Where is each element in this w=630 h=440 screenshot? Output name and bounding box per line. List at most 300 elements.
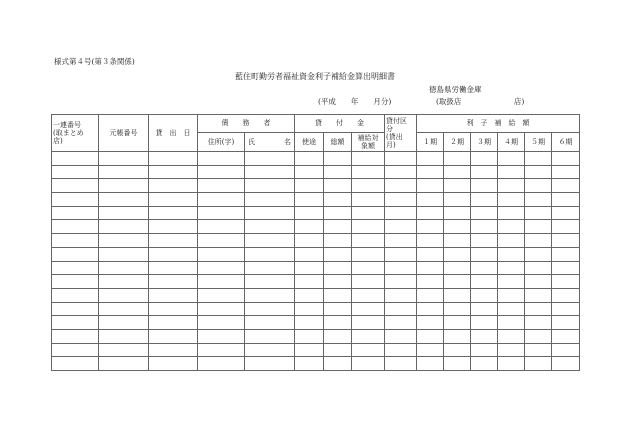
loan-amount-header — [295, 115, 385, 133]
table-cell — [149, 234, 198, 248]
table-row — [52, 316, 580, 330]
table-cell — [295, 302, 324, 316]
table-cell — [498, 206, 525, 220]
table-cell — [324, 220, 352, 234]
table-cell — [417, 329, 444, 343]
calculation-table — [51, 114, 580, 371]
table-cell — [99, 316, 149, 330]
table-cell — [324, 261, 352, 275]
interest-subsidy-label: 利 子 補 給 額 — [466, 119, 530, 128]
table-cell — [552, 234, 580, 248]
total-header — [324, 133, 352, 152]
table-cell — [324, 193, 352, 207]
name-label-left: 氏 — [248, 137, 255, 146]
table-cell — [52, 206, 99, 220]
table-cell — [352, 302, 385, 316]
table-cell — [99, 275, 149, 289]
period-1-label: １期 — [423, 137, 438, 146]
table-cell — [417, 234, 444, 248]
table-cell — [352, 193, 385, 207]
table-cell — [324, 179, 352, 193]
period-field: (平成 年 月分) — [318, 97, 392, 106]
table-cell — [498, 302, 525, 316]
table-cell — [417, 247, 444, 261]
table-row — [52, 165, 580, 179]
period-2-label: ２期 — [450, 137, 465, 146]
table-cell — [198, 247, 245, 261]
table-cell — [295, 220, 324, 234]
table-cell — [324, 343, 352, 357]
table-cell — [52, 234, 99, 248]
table-cell — [444, 261, 471, 275]
form-number: 様式第４号(第３条関係) — [54, 57, 135, 66]
table-cell — [471, 206, 498, 220]
loan-date-header — [149, 115, 198, 152]
period-5-header — [525, 133, 552, 152]
table-row — [52, 329, 580, 343]
table-cell — [385, 275, 417, 289]
table-cell — [552, 329, 580, 343]
table-cell — [52, 247, 99, 261]
table-cell — [498, 316, 525, 330]
table-cell — [417, 193, 444, 207]
table-cell — [471, 165, 498, 179]
table-cell — [552, 165, 580, 179]
table-cell — [471, 329, 498, 343]
table-cell — [149, 220, 198, 234]
table-cell — [245, 357, 295, 371]
table-cell — [417, 220, 444, 234]
table-cell — [198, 179, 245, 193]
classification-label: 貸付区 — [386, 116, 408, 125]
table-cell — [149, 206, 198, 220]
table-cell — [245, 261, 295, 275]
table-cell — [52, 288, 99, 302]
table-cell — [552, 343, 580, 357]
table-row — [52, 193, 580, 207]
table-cell — [149, 275, 198, 289]
table-cell — [444, 275, 471, 289]
table-cell — [498, 343, 525, 357]
total-label: 総額 — [330, 137, 345, 146]
table-cell — [385, 234, 417, 248]
table-cell — [99, 247, 149, 261]
table-cell — [295, 247, 324, 261]
table-cell — [444, 234, 471, 248]
classification-header — [385, 115, 417, 152]
table-cell — [324, 302, 352, 316]
table-cell — [198, 302, 245, 316]
table-cell — [385, 206, 417, 220]
table-cell — [149, 152, 198, 166]
table-cell — [525, 288, 552, 302]
table-cell — [525, 329, 552, 343]
table-cell — [295, 288, 324, 302]
period-2-header — [444, 133, 471, 152]
period-3-header — [471, 133, 498, 152]
table-cell — [99, 234, 149, 248]
table-cell — [417, 206, 444, 220]
table-cell — [471, 275, 498, 289]
table-cell — [245, 329, 295, 343]
table-row — [52, 343, 580, 357]
table-cell — [385, 261, 417, 275]
period-6-header — [552, 133, 580, 152]
table-cell — [385, 302, 417, 316]
table-cell — [385, 179, 417, 193]
table-cell — [471, 152, 498, 166]
table-cell — [295, 357, 324, 371]
table-cell — [498, 247, 525, 261]
table-cell — [525, 152, 552, 166]
table-row — [52, 302, 580, 316]
table-cell — [99, 165, 149, 179]
table-cell — [498, 329, 525, 343]
table-cell — [295, 261, 324, 275]
table-cell — [52, 302, 99, 316]
table-cell — [417, 357, 444, 371]
table-cell — [245, 275, 295, 289]
table-cell — [52, 275, 99, 289]
table-cell — [552, 357, 580, 371]
table-cell — [295, 234, 324, 248]
table-cell — [352, 220, 385, 234]
ledger-number-header — [99, 115, 149, 152]
debtor-label: 債 務 者 — [221, 119, 271, 128]
table-cell — [352, 261, 385, 275]
table-cell — [417, 288, 444, 302]
table-row — [52, 152, 580, 166]
table-cell — [552, 302, 580, 316]
table-cell — [295, 316, 324, 330]
table-cell — [471, 261, 498, 275]
purpose-header — [295, 133, 324, 152]
table-cell — [198, 343, 245, 357]
table-cell — [498, 220, 525, 234]
table-cell — [525, 165, 552, 179]
table-cell — [52, 165, 99, 179]
table-cell — [149, 316, 198, 330]
table-cell — [324, 275, 352, 289]
table-cell — [352, 234, 385, 248]
table-cell — [385, 343, 417, 357]
table-cell — [525, 193, 552, 207]
document-title: 藍住町勤労者福祉資金利子補給金算出明細書 — [235, 72, 395, 81]
table-cell — [352, 165, 385, 179]
table-cell — [324, 165, 352, 179]
table-cell — [99, 343, 149, 357]
table-cell — [52, 316, 99, 330]
table-cell — [525, 357, 552, 371]
table-cell — [552, 247, 580, 261]
table-cell — [471, 343, 498, 357]
period-6-label: ６期 — [558, 137, 573, 146]
table-cell — [444, 152, 471, 166]
loan-amount-label: 貸 付 金 — [315, 119, 365, 128]
name-label-right: 名 — [284, 137, 291, 146]
table-cell — [525, 179, 552, 193]
table-cell — [295, 165, 324, 179]
table-cell — [52, 357, 99, 371]
table-cell — [52, 220, 99, 234]
table-cell — [245, 247, 295, 261]
table-cell — [552, 206, 580, 220]
table-cell — [444, 357, 471, 371]
table-cell — [471, 288, 498, 302]
table-cell — [99, 193, 149, 207]
period-1-header — [417, 133, 444, 152]
table-cell — [417, 275, 444, 289]
table-cell — [525, 220, 552, 234]
table-cell — [198, 261, 245, 275]
table-cell — [295, 152, 324, 166]
table-row — [52, 288, 580, 302]
table-cell — [471, 193, 498, 207]
classification-label-4: 月) — [386, 141, 396, 150]
issuer-name: 徳島県労働金庫 — [429, 85, 482, 94]
period-4-label: ４期 — [504, 137, 519, 146]
table-cell — [99, 302, 149, 316]
table-cell — [198, 165, 245, 179]
period-3-label: ３期 — [477, 137, 492, 146]
table-row — [52, 275, 580, 289]
table-cell — [198, 234, 245, 248]
table-cell — [552, 288, 580, 302]
table-cell — [324, 234, 352, 248]
branch-field: (取扱店 店) — [436, 97, 525, 106]
table-cell — [385, 152, 417, 166]
classification-label-3: (貸出 — [386, 133, 403, 141]
table-cell — [385, 193, 417, 207]
table-cell — [245, 316, 295, 330]
table-cell — [417, 302, 444, 316]
table-cell — [444, 179, 471, 193]
table-cell — [324, 357, 352, 371]
table-cell — [295, 193, 324, 207]
table-cell — [352, 152, 385, 166]
period-5-label: ５期 — [531, 137, 546, 146]
purpose-label: 使途 — [302, 137, 316, 146]
table-cell — [552, 261, 580, 275]
table-row — [52, 234, 580, 248]
interest-subsidy-header — [417, 115, 580, 133]
table-cell — [324, 152, 352, 166]
table-cell — [525, 234, 552, 248]
table-cell — [149, 343, 198, 357]
table-cell — [149, 288, 198, 302]
table-cell — [198, 152, 245, 166]
table-cell — [498, 165, 525, 179]
table-cell — [525, 275, 552, 289]
ledger-number-label: 元帳番号 — [109, 128, 138, 137]
table-cell — [352, 179, 385, 193]
table-cell — [198, 288, 245, 302]
table-cell — [385, 316, 417, 330]
table-cell — [444, 316, 471, 330]
table-cell — [417, 316, 444, 330]
table-cell — [52, 179, 99, 193]
table-cell — [498, 179, 525, 193]
table-cell — [149, 247, 198, 261]
table-cell — [245, 234, 295, 248]
table-cell — [444, 302, 471, 316]
table-row — [52, 179, 580, 193]
table-cell — [324, 206, 352, 220]
table-cell — [149, 329, 198, 343]
table-cell — [198, 275, 245, 289]
table-cell — [525, 302, 552, 316]
table-cell — [385, 329, 417, 343]
table-cell — [324, 288, 352, 302]
table-cell — [471, 234, 498, 248]
table-body — [52, 152, 580, 371]
table-cell — [552, 316, 580, 330]
table-cell — [552, 220, 580, 234]
table-row — [52, 247, 580, 261]
table-cell — [52, 152, 99, 166]
table-cell — [295, 275, 324, 289]
table-cell — [352, 206, 385, 220]
table-cell — [552, 179, 580, 193]
table-cell — [324, 247, 352, 261]
table-cell — [352, 357, 385, 371]
serial-number-sub2: 店) — [53, 137, 63, 146]
address-label: 住所(字) — [207, 137, 235, 146]
table-cell — [149, 193, 198, 207]
subsidy-target-label-2: 象額 — [361, 142, 376, 150]
name-header — [245, 133, 295, 152]
table-cell — [444, 288, 471, 302]
table-cell — [552, 275, 580, 289]
table-cell — [352, 329, 385, 343]
table-cell — [295, 343, 324, 357]
serial-number-label: 一連番号 — [53, 120, 81, 129]
table-cell — [99, 329, 149, 343]
table-cell — [525, 316, 552, 330]
table-cell — [444, 206, 471, 220]
table-cell — [352, 316, 385, 330]
table-cell — [245, 302, 295, 316]
table-cell — [99, 357, 149, 371]
table-cell — [498, 261, 525, 275]
table-cell — [324, 316, 352, 330]
table-cell — [198, 193, 245, 207]
table-cell — [498, 288, 525, 302]
table-cell — [498, 193, 525, 207]
table-cell — [525, 206, 552, 220]
table-cell — [352, 275, 385, 289]
table-cell — [324, 329, 352, 343]
table-cell — [52, 343, 99, 357]
table-cell — [552, 152, 580, 166]
table-cell — [198, 220, 245, 234]
table-cell — [198, 357, 245, 371]
table-cell — [198, 329, 245, 343]
table-cell — [444, 220, 471, 234]
table-cell — [471, 247, 498, 261]
table-cell — [52, 261, 99, 275]
table-cell — [525, 261, 552, 275]
table-cell — [352, 247, 385, 261]
table-cell — [245, 152, 295, 166]
table-cell — [498, 234, 525, 248]
serial-number-header — [52, 115, 99, 152]
table-cell — [444, 247, 471, 261]
table-cell — [149, 165, 198, 179]
subsidy-target-label: 補給対 — [357, 133, 379, 142]
table-cell — [471, 316, 498, 330]
table-cell — [149, 261, 198, 275]
classification-label-2: 分 — [386, 124, 394, 133]
table-cell — [245, 206, 295, 220]
table-row — [52, 261, 580, 275]
table-cell — [471, 220, 498, 234]
table-cell — [245, 288, 295, 302]
table-row — [52, 206, 580, 220]
table-cell — [149, 357, 198, 371]
table-cell — [52, 193, 99, 207]
table-cell — [525, 343, 552, 357]
table-cell — [295, 179, 324, 193]
table-cell — [417, 165, 444, 179]
table-cell — [99, 152, 149, 166]
debtor-header — [198, 115, 295, 133]
table-cell — [99, 288, 149, 302]
address-header — [198, 133, 245, 152]
table-row — [52, 357, 580, 371]
table-cell — [99, 220, 149, 234]
table-cell — [245, 179, 295, 193]
table-cell — [245, 343, 295, 357]
table-cell — [385, 165, 417, 179]
table-cell — [417, 179, 444, 193]
table-cell — [498, 152, 525, 166]
table-cell — [498, 357, 525, 371]
period-4-header — [498, 133, 525, 152]
table-cell — [198, 206, 245, 220]
table-cell — [471, 357, 498, 371]
table-cell — [417, 343, 444, 357]
table-cell — [444, 193, 471, 207]
table-cell — [385, 247, 417, 261]
table-cell — [444, 343, 471, 357]
table-cell — [417, 261, 444, 275]
serial-number-sub: (取まとめ — [53, 128, 84, 137]
table-cell — [352, 288, 385, 302]
table-cell — [245, 165, 295, 179]
table-cell — [471, 302, 498, 316]
table-cell — [444, 165, 471, 179]
table-cell — [471, 179, 498, 193]
table-cell — [149, 302, 198, 316]
table-cell — [52, 329, 99, 343]
table-cell — [498, 275, 525, 289]
table-cell — [245, 193, 295, 207]
table-cell — [385, 288, 417, 302]
table-cell — [444, 329, 471, 343]
table-row — [52, 220, 580, 234]
table-cell — [99, 206, 149, 220]
table-cell — [198, 316, 245, 330]
table-cell — [295, 329, 324, 343]
table-cell — [552, 193, 580, 207]
table-cell — [417, 152, 444, 166]
table-cell — [99, 261, 149, 275]
table-cell — [149, 179, 198, 193]
loan-date-label: 貸 出 日 — [155, 128, 191, 137]
table-cell — [245, 220, 295, 234]
table-cell — [525, 247, 552, 261]
